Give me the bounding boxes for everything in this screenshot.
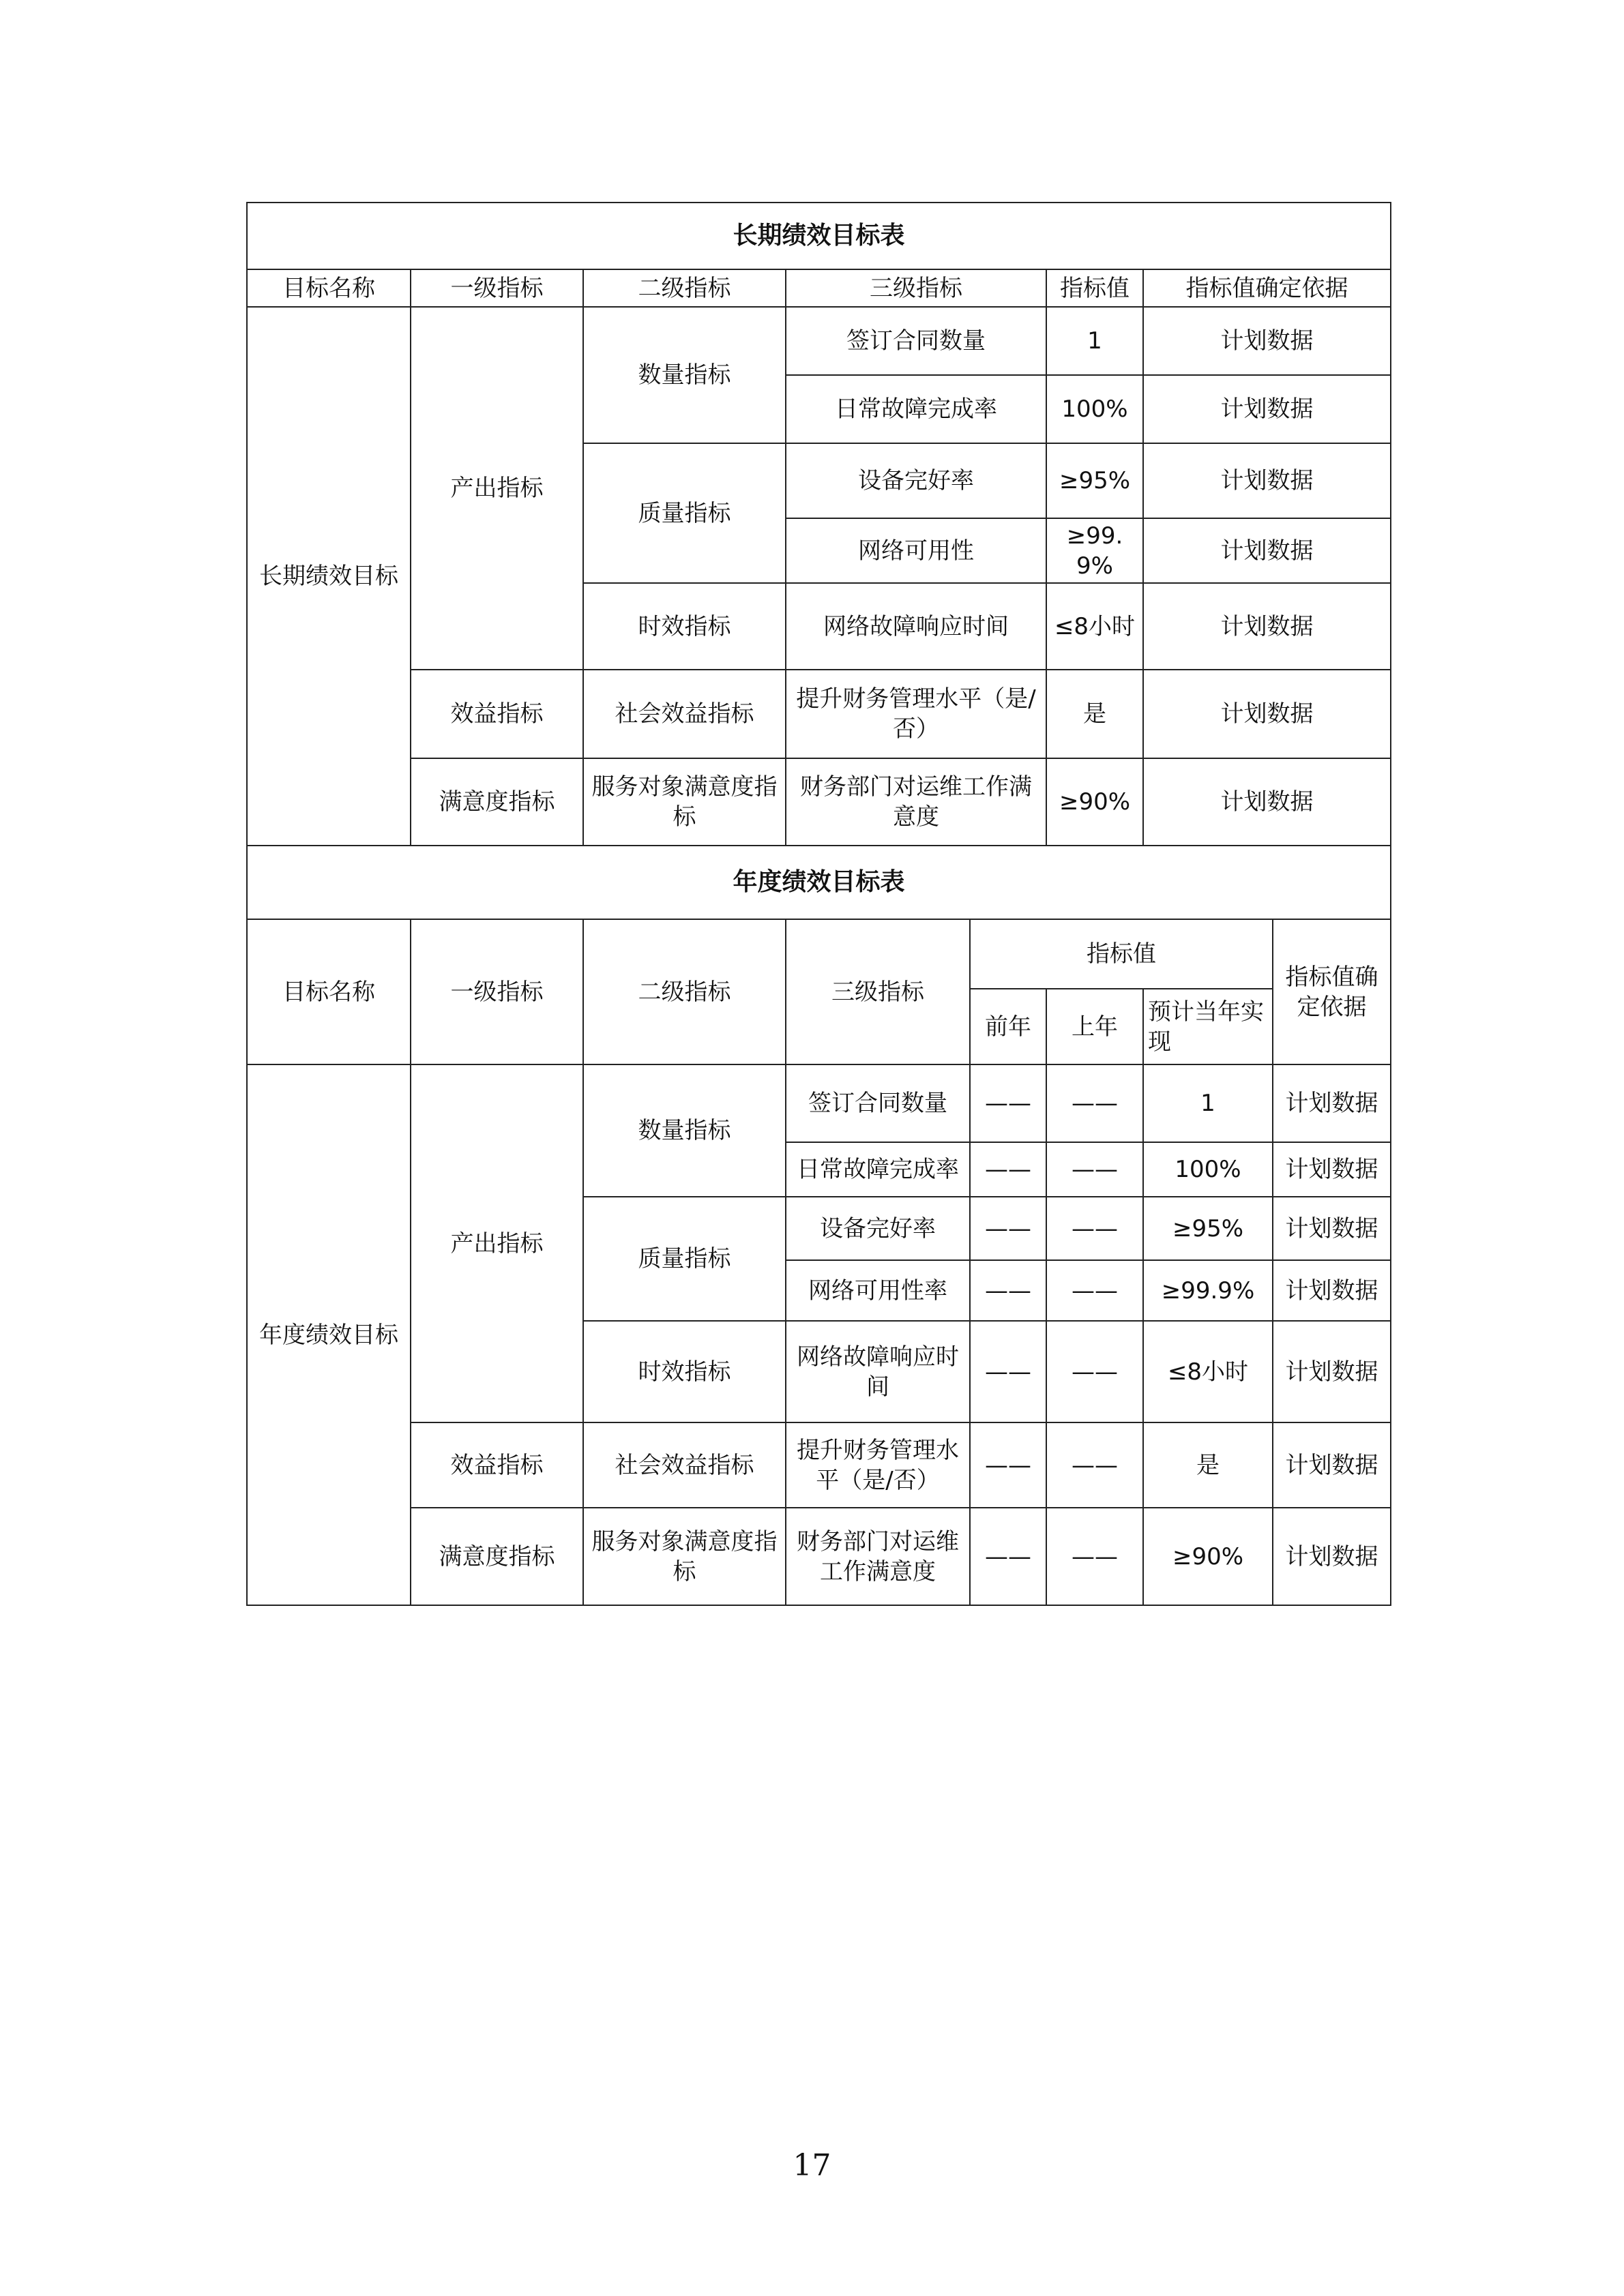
level1-output-cell: 产出指标 <box>411 307 583 670</box>
level1-output-cell: 产出指标 <box>411 1064 583 1422</box>
value-cell: ≥90% <box>1046 758 1143 846</box>
basis-cell: 计划数据 <box>1273 1197 1391 1260</box>
basis-cell: 计划数据 <box>1143 583 1391 670</box>
prev1-cell: —— <box>1046 1508 1143 1605</box>
level3-cell: 设备完好率 <box>786 443 1046 518</box>
level2-social-cell: 社会效益指标 <box>583 1422 786 1508</box>
annual-goal-table <box>246 845 1391 1606</box>
level2-quantity-cell: 数量指标 <box>583 1064 786 1197</box>
level3-cell: 签订合同数量 <box>786 307 1046 375</box>
prev2-cell: —— <box>970 1321 1046 1422</box>
page-number: 17 <box>793 2148 831 2183</box>
prev1-cell: —— <box>1046 1422 1143 1508</box>
basis-cell: 计划数据 <box>1143 758 1391 846</box>
level3-cell: 网络故障响应时间 <box>786 1321 970 1422</box>
goal-name-cell: 长期绩效目标 <box>247 307 411 846</box>
header-goal-name: 目标名称 <box>247 919 411 1064</box>
level2-service-cell: 服务对象满意度指标 <box>583 1508 786 1605</box>
level1-satisfaction-cell: 满意度指标 <box>411 1508 583 1605</box>
basis-cell: 计划数据 <box>1143 375 1391 443</box>
prev1-cell: —— <box>1046 1321 1143 1422</box>
value-cell: ≥99.9% <box>1046 518 1143 583</box>
goal-name-cell: 年度绩效目标 <box>247 1064 411 1605</box>
header-value: 指标值 <box>970 919 1273 989</box>
header-basis: 指标值确定依据 <box>1143 269 1391 307</box>
header-goal-name: 目标名称 <box>247 269 411 307</box>
header-basis: 指标值确定依据 <box>1273 919 1391 1064</box>
prev1-cell: —— <box>1046 1260 1143 1321</box>
level3-cell: 财务部门对运维工作满意度 <box>786 1508 970 1605</box>
level2-service-cell: 服务对象满意度指标 <box>583 758 786 846</box>
prev1-cell: —— <box>1046 1064 1143 1142</box>
basis-cell: 计划数据 <box>1273 1508 1391 1605</box>
expected-cell: ≥90% <box>1143 1508 1273 1605</box>
prev2-cell: —— <box>970 1260 1046 1321</box>
header-value: 指标值 <box>1046 269 1143 307</box>
level2-quality-cell: 质量指标 <box>583 443 786 583</box>
level2-timeliness-cell: 时效指标 <box>583 583 786 670</box>
value-cell: ≥95% <box>1046 443 1143 518</box>
header-level2: 二级指标 <box>583 919 786 1064</box>
prev1-cell: —— <box>1046 1142 1143 1197</box>
basis-cell: 计划数据 <box>1143 443 1391 518</box>
prev2-cell: —— <box>970 1508 1046 1605</box>
value-cell: 100% <box>1046 375 1143 443</box>
level3-cell: 财务部门对运维工作满意度 <box>786 758 1046 846</box>
level3-cell: 网络可用性 <box>786 518 1046 583</box>
basis-cell: 计划数据 <box>1143 307 1391 375</box>
basis-cell: 计划数据 <box>1273 1064 1391 1142</box>
level1-benefit-cell: 效益指标 <box>411 1422 583 1508</box>
prev2-cell: —— <box>970 1422 1046 1508</box>
basis-cell: 计划数据 <box>1273 1260 1391 1321</box>
header-level1: 一级指标 <box>411 269 583 307</box>
expected-cell: 1 <box>1143 1064 1273 1142</box>
value-cell: 1 <box>1046 307 1143 375</box>
level1-benefit-cell: 效益指标 <box>411 670 583 758</box>
prev2-cell: —— <box>970 1064 1046 1142</box>
level3-cell: 日常故障完成率 <box>786 375 1046 443</box>
level3-cell: 设备完好率 <box>786 1197 970 1260</box>
annual-table-title: 年度绩效目标表 <box>247 846 1391 919</box>
basis-cell: 计划数据 <box>1273 1422 1391 1508</box>
expected-cell: ≥99.9% <box>1143 1260 1273 1321</box>
level2-social-cell: 社会效益指标 <box>583 670 786 758</box>
basis-cell: 计划数据 <box>1273 1142 1391 1197</box>
basis-cell: 计划数据 <box>1143 670 1391 758</box>
long-term-goal-table <box>246 202 1391 846</box>
expected-cell: ≤8小时 <box>1143 1321 1273 1422</box>
level2-quality-cell: 质量指标 <box>583 1197 786 1321</box>
header-expected: 预计当年实现 <box>1143 989 1273 1064</box>
level2-quantity-cell: 数量指标 <box>583 307 786 443</box>
level2-timeliness-cell: 时效指标 <box>583 1321 786 1422</box>
expected-cell: 100% <box>1143 1142 1273 1197</box>
expected-cell: ≥95% <box>1143 1197 1273 1260</box>
level3-cell: 日常故障完成率 <box>786 1142 970 1197</box>
level3-cell: 签订合同数量 <box>786 1064 970 1142</box>
expected-cell: 是 <box>1143 1422 1273 1508</box>
level1-satisfaction-cell: 满意度指标 <box>411 758 583 846</box>
prev1-cell: —— <box>1046 1197 1143 1260</box>
level3-cell: 提升财务管理水平（是/否） <box>786 670 1046 758</box>
header-prev1-year: 上年 <box>1046 989 1143 1064</box>
level3-cell: 网络可用性率 <box>786 1260 970 1321</box>
long-table-title: 长期绩效目标表 <box>247 203 1391 269</box>
header-level2: 二级指标 <box>583 269 786 307</box>
value-cell: 是 <box>1046 670 1143 758</box>
level3-cell: 网络故障响应时间 <box>786 583 1046 670</box>
header-level3: 三级指标 <box>786 269 1046 307</box>
basis-cell: 计划数据 <box>1273 1321 1391 1422</box>
header-prev2-year: 前年 <box>970 989 1046 1064</box>
level3-cell: 提升财务管理水平（是/否） <box>786 1422 970 1508</box>
basis-cell: 计划数据 <box>1143 518 1391 583</box>
value-cell: ≤8小时 <box>1046 583 1143 670</box>
prev2-cell: —— <box>970 1142 1046 1197</box>
header-level3: 三级指标 <box>786 919 970 1064</box>
prev2-cell: —— <box>970 1197 1046 1260</box>
header-level1: 一级指标 <box>411 919 583 1064</box>
